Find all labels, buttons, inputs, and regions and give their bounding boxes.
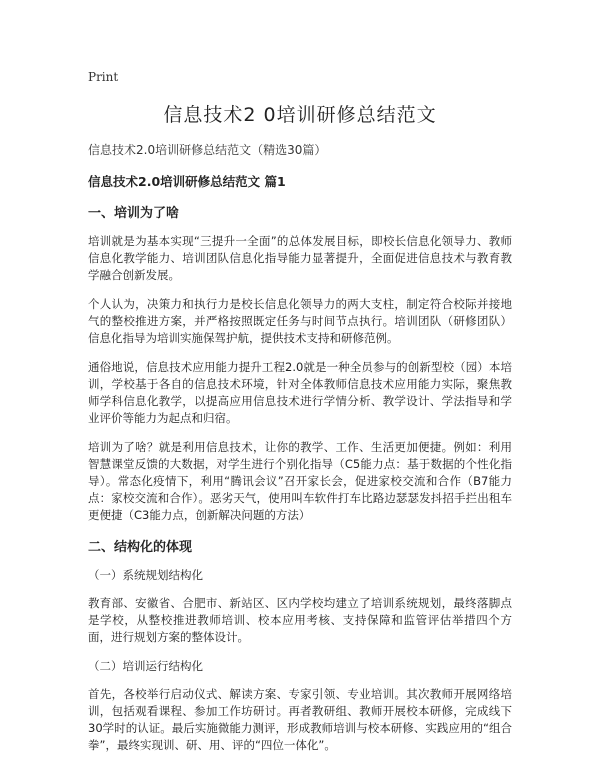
- document-subtitle: 信息技术2.0培训研修总结范文（精选30篇）: [88, 143, 327, 157]
- subsection-heading: （一）系统规划结构化: [88, 568, 203, 582]
- paragraph: 培训为了啥？就是利用信息技术，让你的教学、工作、生活更加便捷。例如：利用智慧课堂反馈的大数据，对学生进行个别化指导（C5能力点：基于数据的个性化指导）。常态化疫情下，利用“腾讯会议”召开家长会，促进家校交流和合作（B7能力点：家校交流和合作）。恶劣天气，使用叫车软件打车比路边瑟瑟发抖招手拦出租车更便捷（C3能力点，创新解决问题的方法）: [88, 440, 512, 522]
- subsection-heading: （二）培训运行结构化: [88, 659, 203, 673]
- paragraph: 通俗地说，信息技术应用能力提升工程2.0就是一种全员参与的创新型校（园）本培训，学校基于各自的信息技术环境，针对全体教师信息技术应用能力实际，聚焦教师学科信息化教学，以提高应用信息技术进行学情分析、教学设计、学法指导和学业评价等能力为起点和归宿。: [88, 360, 512, 425]
- page-title: 信息技术2 0培训研修总结范文: [163, 104, 437, 126]
- section-2: [88, 536, 512, 754]
- section-heading: 一、培训为了啥: [88, 206, 180, 221]
- section-1: [88, 202, 512, 524]
- paragraph: 首先，各校举行启动仪式、解读方案、专家引领、专业培训。其次教师开展网络培训，包括观看课程、参加工作坊研讨。再者教研组、教师开展校本研修，完成线下30学时的认证。最后实施微能力测评，形成教师培训与校本研修、实践应用的“组合拳”，最终实现训、研、用、评的“四位一体化”。: [88, 687, 512, 752]
- article-heading: 信息技术2.0培训研修总结范文 篇1: [88, 174, 286, 189]
- print-label[interactable]: Print: [88, 70, 119, 84]
- paragraph: 个人认为，决策力和执行力是校长信息化领导力的两大支柱，制定符合校际并接地气的整校推进方案，并严格按照既定任务与时间节点执行。培训团队（研修团队）信息化指导为培训实施保驾护航，提供技术支持和研修范例。: [88, 297, 512, 345]
- paragraph: 培训就是为基本实现“三提升一全面”的总体发展目标，即校长信息化领导力、教师信息化教学能力、培训团队信息化指导能力显著提升，全面促进信息技术与教育教学融合创新发展。: [88, 234, 512, 282]
- paragraph: 教育部、安徽省、合肥市、新站区、区内学校均建立了培训系统规划，最终落脚点是学校，从整校推进教师培训、校本应用考核、支持保障和监管评估举措四个方面，进行规划方案的整体设计。: [88, 596, 512, 644]
- section-heading: 二、结构化的体现: [88, 540, 193, 555]
